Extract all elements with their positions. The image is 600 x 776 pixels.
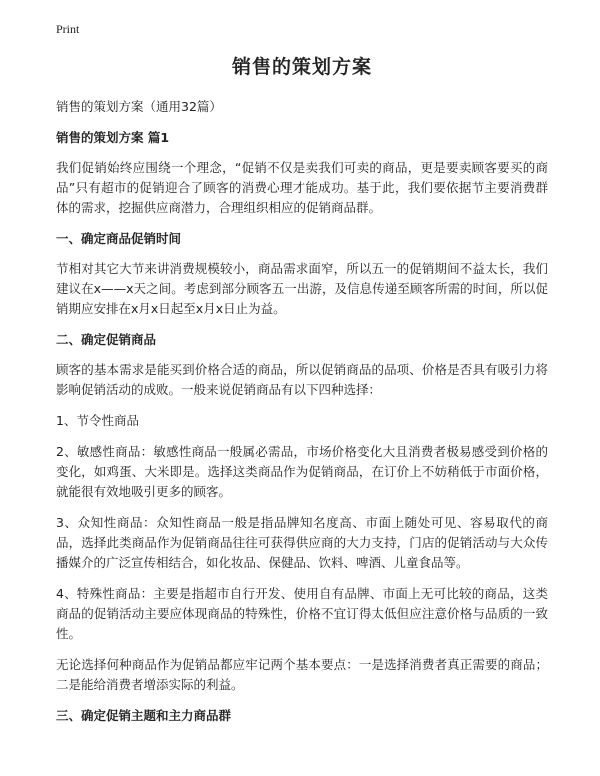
section-1-paragraph: 节相对其它大节来讲消费规模较小，商品需求面窄，所以五一的促销期间不益太长，我们建议在x——x天之间。考虑到部分顾客五一出游，及信息传递至顾客所需的时间，所以促销期应安排在x月x日起至x月x日止为益。 [56, 261, 548, 316]
section-2-item-4: 4、特殊性商品：主要是指超市自行开发、使用自有品牌、市面上无可比较的商品，这类商品的促销活动主要应体现商品的特殊性，价格不宜订得太低但应注意价格与品质的一致性。 [56, 586, 548, 641]
section-2-paragraph-intro: 顾客的基本需求是能买到价格合适的商品，所以促销商品的品项、价格是否具有吸引力将影响促销活动的成败。一般来说促销商品有以下四种选择： [56, 362, 548, 397]
document-title: 销售的策划方案 [231, 56, 372, 78]
section-heading-2: 二、确定促销商品 [56, 332, 157, 347]
section-heading-1: 一、确定商品促销时间 [56, 231, 182, 246]
article-heading: 销售的策划方案 篇1 [56, 130, 170, 145]
print-link[interactable]: Print [56, 22, 80, 36]
document-subtitle: 销售的策划方案（通用32篇） [56, 99, 222, 114]
section-2-item-1: 1、节令性商品 [56, 413, 139, 428]
intro-paragraph: 我们促销始终应围绕一个理念，“促销不仅是卖我们可卖的商品，更是要卖顾客要买的商品”只有超市的促销迎合了顾客的消费心理才能成功。基于此，我们要依据节主要消费群体的需求，挖掘供应商潜力，合理组织相应的促销商品群。 [56, 160, 548, 215]
section-2-conclusion: 无论选择何种商品作为促销品都应牢记两个基本要点：一是选择消费者真正需要的商品；二是能给消费者增添实际的利益。 [56, 657, 548, 692]
section-heading-3: 三、确定促销主题和主力商品群 [56, 708, 232, 723]
document-body [56, 52, 548, 736]
section-2-item-3: 3、众知性商品：众知性商品一般是指品牌知名度高、市面上随处可见、容易取代的商品，选择此类商品作为促销商品往往可获得供应商的大力支持，门店的促销活动与大众传播媒介的广泛宣传相结合，如化妆品、保健品、饮料、啤酒、儿童食品等。 [56, 515, 548, 570]
section-2-item-2: 2、敏感性商品：敏感性商品一般属必需品，市场价格变化大且消费者极易感受到价格的变化，如鸡蛋、大米即是。选择这类商品作为促销商品，在订价上不妨稍低于市面价格，就能很有效地吸引更多的顾客。 [56, 444, 548, 499]
